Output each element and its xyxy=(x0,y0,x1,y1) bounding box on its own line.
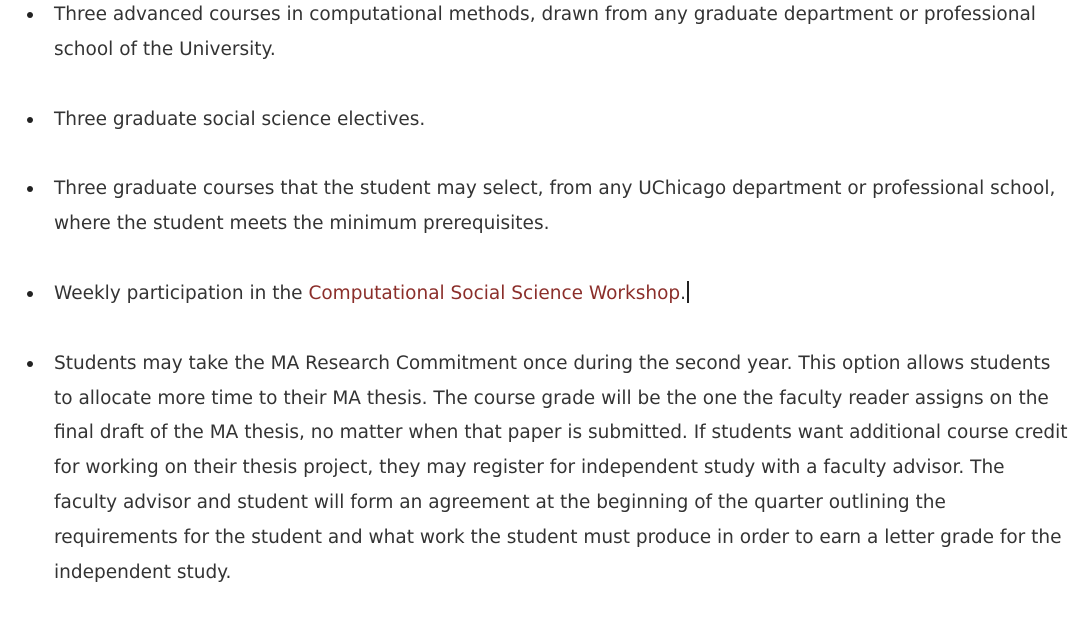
list-item-research-commitment xyxy=(0,347,1080,591)
list-item-text: Students may take the MA Research Commitment once during the second year. This option allows students to allocate more time to their MA thesis. The course grade will be the one the faculty reader assigns on the final draft of the MA thesis, no matter when that paper is submitted. If students want additional course credit for working on their thesis project, they may register for independent study with a faculty advisor. The faculty advisor and student will form an agreement at the beginning of the quarter outlining the requirements for the student and what work the student must produce in order to earn a letter grade for the independent study. xyxy=(54,352,1068,583)
list-item-workshop-participation xyxy=(0,277,1080,312)
list-item-text: Three graduate courses that the student may select, from any UChicago department or professional school, where the student meets the minimum prerequisites. xyxy=(54,178,1056,235)
bullet-dot-icon xyxy=(27,361,33,367)
text-cursor xyxy=(687,281,689,303)
list-item-computational-methods xyxy=(0,0,1080,68)
list-item-graduate-courses xyxy=(0,172,1080,242)
bullet-dot-icon xyxy=(27,291,33,297)
bullet-dot-icon xyxy=(27,186,33,192)
list-item-text: Three advanced courses in computational methods, drawn from any graduate department or professional school of the University. xyxy=(54,4,1036,60)
list-item-text: Three graduate social science electives. xyxy=(54,108,426,130)
list-item-text-suffix: . xyxy=(680,282,687,304)
workshop-link[interactable]: Computational Social Science Workshop xyxy=(308,282,681,304)
list-item-social-science-electives xyxy=(0,103,1080,138)
bullet-dot-icon xyxy=(27,12,33,18)
bullet-dot-icon xyxy=(27,117,33,123)
list-item-text-prefix: Weekly participation in the xyxy=(54,282,309,304)
